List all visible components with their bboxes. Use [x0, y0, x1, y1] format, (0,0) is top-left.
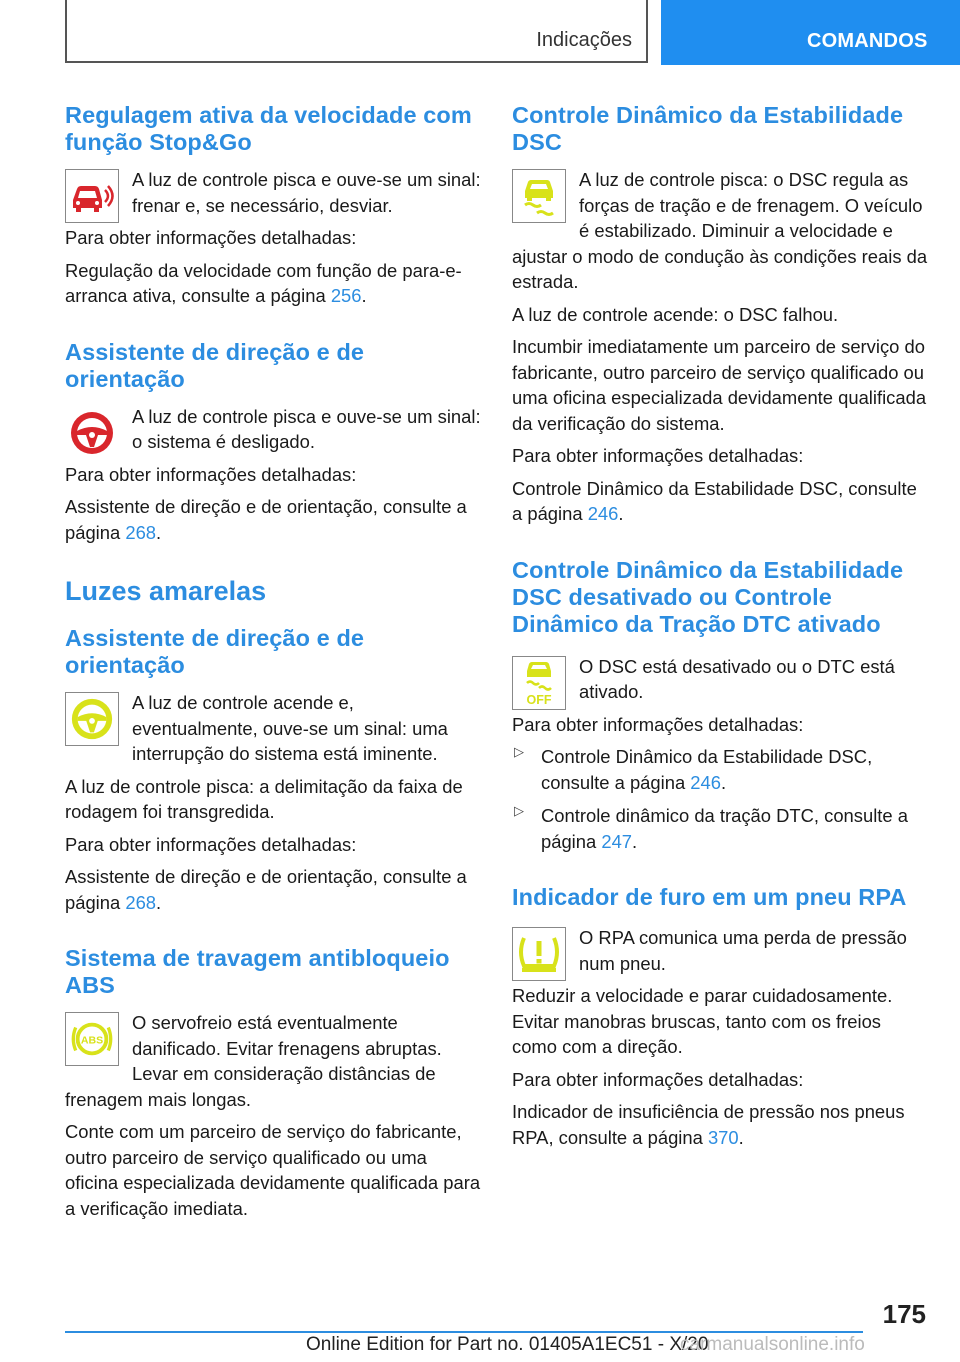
paragraph: Incumbir imediatamente um parceiro de serviço do fabricante, outro parceiro de serviço qualificado ou uma oficina especializada devidamente qualificada da verificação do sistema. [512, 336, 927, 434]
paragraph-reference [65, 494, 481, 545]
section-stop-and-go [65, 102, 481, 309]
steering-wheel-red-icon [65, 406, 119, 460]
section-title: Assistente de direção e de orientação [65, 338, 365, 392]
section-title: Regulagem ativa da velocidade com função Stop&Go [65, 102, 472, 155]
icon-block [65, 404, 481, 495]
triangle-bullet-icon: ▷ [514, 803, 524, 818]
reference-text: Assistente de direção e de orientação, consulte a página [65, 866, 467, 913]
paragraph-reference [541, 744, 928, 795]
paragraph-reference [65, 864, 481, 915]
paragraph: Para obter informações detalhadas: [512, 445, 804, 466]
off-label: OFF [526, 692, 552, 707]
major-heading: Luzes amarelas [65, 576, 267, 606]
tire-pressure-icon [512, 927, 566, 981]
paragraph: Para obter informações detalhadas: [512, 1068, 804, 1090]
section-steering-assist-yellow [65, 625, 481, 915]
section-title: Assistente de direção e de orientação [65, 625, 365, 678]
reference-end: . [156, 521, 162, 543]
section-dsc-off-dtc [512, 557, 928, 855]
paragraph: A luz de controle pisca: o DSC regula as forças de tração e de frenagem. O veículo é estabilizado. Diminuir a velocidade e ajustar o modo de condução às condições reais da estrada. [512, 169, 928, 292]
header-chapter-tab: COMANDOS [661, 0, 960, 65]
icon-block [512, 925, 928, 983]
header-section-box [65, 0, 648, 63]
section-title: Indicador de furo em um pneu RPA [512, 884, 907, 910]
reference-end: . [361, 285, 367, 306]
reference-end: . [618, 503, 624, 524]
paragraph-reference [541, 803, 928, 854]
paragraph: O RPA comunica uma perda de pressão num pneu. [579, 927, 907, 974]
icon-block [512, 167, 928, 302]
icon-block [512, 654, 928, 745]
paragraph-reference [512, 476, 928, 527]
paragraph: Para obter informações detalhadas: [65, 833, 357, 855]
page-link-370[interactable]: 370 [707, 1126, 739, 1148]
left-column [65, 102, 481, 1251]
section-title: Sistema de travagem antibloqueio ABS [65, 945, 450, 998]
reference-text: Controle Dinâmico da Estabilidade DSC, consulte a página [541, 746, 873, 793]
section-rpa [512, 884, 928, 1150]
header-section-title: Indicações [536, 29, 632, 51]
svg-text:ABS: ABS [80, 1034, 104, 1047]
paragraph: A luz de controle acende: o DSC falhou. [512, 303, 839, 325]
right-column [512, 102, 928, 1180]
page-link-256[interactable]: 256 [330, 285, 362, 306]
page-link-268[interactable]: 268 [125, 891, 157, 913]
paragraph: A luz de controle pisca e ouve-se um sinal: frenar e, se necessário, desviar. [132, 169, 481, 216]
abs-icon [65, 1012, 119, 1066]
paragraph: Para obter informações detalhadas: [65, 463, 357, 485]
dsc-off-icon [512, 656, 566, 710]
page-header [0, 0, 960, 66]
section-title: Controle Dinâmico da Estabilidade DSC [512, 102, 904, 155]
paragraph: A luz de controle acende e, eventualmente, ouve-se um sinal: uma interrupção do sistema está iminente. [132, 692, 448, 764]
section-steering-assist-red [65, 339, 481, 546]
paragraph: O DSC está desativado ou o DTC está ativado. [579, 655, 895, 702]
icon-block [65, 1010, 481, 1119]
car-collision-warning-icon [65, 169, 119, 223]
reference-end: . [156, 891, 162, 913]
reference-text: Indicador de insuficiência de pressão nos pneus RPA, consulte a página [512, 1101, 905, 1148]
footer-divider [65, 1331, 863, 1333]
page-link-247[interactable]: 247 [601, 830, 633, 852]
reference-text: Regulação da velocidade com função de para-e-arranca ativa, consulte a página [65, 259, 462, 306]
section-title: Controle Dinâmico da Estabilidade DSC desativado ou Controle Dinâmico da Tração DTC ativado [512, 556, 904, 637]
reference-end: . [738, 1126, 744, 1148]
paragraph-reference [65, 258, 481, 309]
paragraph: Para obter informações detalhadas: [512, 713, 804, 735]
dsc-icon [512, 169, 566, 223]
steering-wheel-yellow-icon [65, 692, 119, 746]
reference-text: Controle Dinâmico da Estabilidade DSC, consulte a página [512, 477, 917, 524]
paragraph: O servofreio está eventualmente danificado. Evitar frenagens abruptas. Levar em consideração distâncias de frenagem mais longas. [65, 1012, 442, 1110]
paragraph: Conte com um parceiro de serviço do fabricante, outro parceiro de serviço qualificado ou uma oficina especializada devidamente qualificada para a verificação imediata. [65, 1121, 481, 1219]
watermark: carmanualsonline.info [680, 1334, 865, 1355]
reference-text: Controle dinâmico da tração DTC, consulte a página [541, 805, 908, 852]
list-item [512, 803, 928, 854]
section-abs [65, 945, 481, 1221]
reference-end: . [720, 771, 727, 793]
paragraph: A luz de controle pisca e ouve-se um sinal: o sistema é desligado. [132, 405, 481, 452]
paragraph: A luz de controle pisca: a delimitação da faixa de rodagem foi transgredida. [65, 775, 463, 822]
reference-text: Assistente de direção e de orientação, consulte a página [65, 496, 467, 543]
page-number: 175 [882, 1299, 926, 1329]
page-link-246[interactable]: 246 [690, 771, 721, 793]
paragraph: Reduzir a velocidade e parar cuidadosamente. Evitar manobras bruscas, tanto com os freios como com a direção. [512, 985, 893, 1057]
triangle-bullet-icon: ▷ [514, 744, 524, 759]
paragraph-reference [512, 1099, 928, 1150]
paragraph: Para obter informações detalhadas: [65, 227, 357, 248]
list-item [512, 744, 928, 795]
edition-text: Online Edition for Part no. 01405A1EC51 - X/20 [306, 1334, 709, 1355]
reference-end: . [632, 830, 638, 852]
icon-block [65, 690, 481, 774]
page-link-246[interactable]: 246 [587, 503, 619, 524]
icon-block [65, 167, 481, 258]
page-link-268[interactable]: 268 [125, 521, 157, 543]
section-dsc [512, 102, 928, 527]
